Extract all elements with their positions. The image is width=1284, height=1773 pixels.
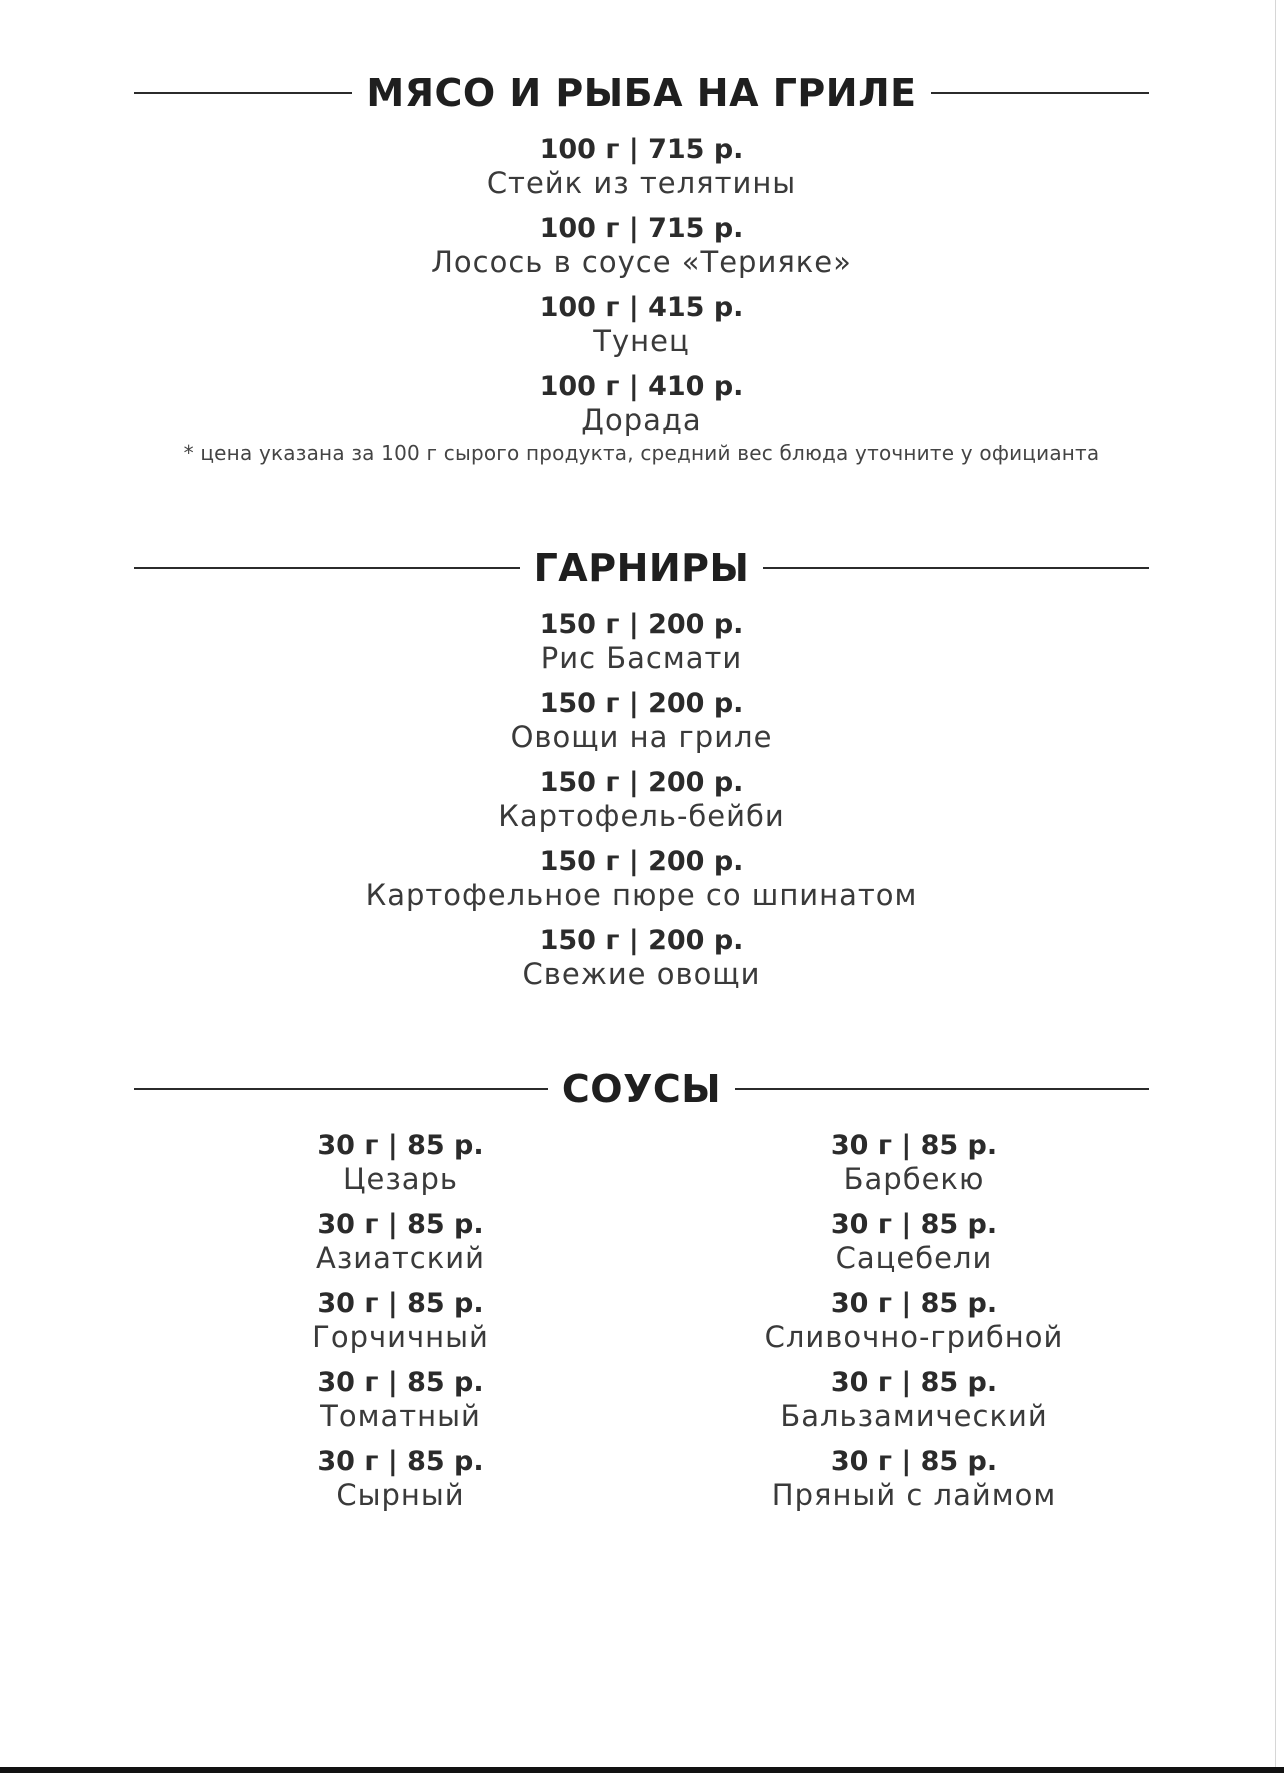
item-name: Овощи на гриле	[510, 720, 773, 754]
menu-item	[134, 688, 1149, 754]
section-sauces	[134, 1066, 1149, 1525]
menu-item	[134, 609, 1149, 675]
section-grill	[134, 70, 1149, 465]
menu-items	[134, 609, 1149, 991]
section-header	[134, 545, 1149, 591]
item-price: 30 г | 85 р.	[830, 1367, 998, 1398]
menu-item	[128, 1446, 673, 1512]
item-name: Лосось в соусе «Терияке»	[431, 245, 852, 279]
item-name: Стейк из телятины	[486, 166, 797, 200]
item-price: 100 г | 415 р.	[539, 292, 744, 323]
item-name: Бальзамический	[780, 1399, 1048, 1433]
section-garnish	[134, 545, 1149, 1004]
header-rule-right	[763, 567, 1149, 569]
item-name: Азиатский	[316, 1241, 485, 1275]
menu-item	[134, 213, 1149, 279]
item-price: 30 г | 85 р.	[830, 1130, 998, 1161]
section-title: МЯСО И РЫБА НА ГРИЛЕ	[366, 71, 917, 115]
section-title: ГАРНИРЫ	[533, 546, 750, 590]
menu-item	[134, 925, 1149, 991]
menu-items	[134, 134, 1149, 437]
item-price: 30 г | 85 р.	[830, 1209, 998, 1240]
item-price: 30 г | 85 р.	[317, 1209, 484, 1240]
item-price: 100 г | 410 р.	[539, 371, 744, 402]
menu-item	[134, 134, 1149, 200]
item-name: Сливочно-грибной	[764, 1320, 1064, 1354]
header-rule-right	[735, 1088, 1149, 1090]
menu-item	[134, 846, 1149, 912]
section-header	[134, 1066, 1149, 1112]
item-name: Барбекю	[843, 1162, 985, 1196]
menu-item	[679, 1130, 1149, 1196]
item-price: 150 г | 200 р.	[539, 609, 744, 640]
menu-item	[128, 1130, 673, 1196]
item-price: 150 г | 200 р.	[539, 767, 744, 798]
bottom-edge-bar	[0, 1767, 1284, 1773]
item-name: Томатный	[320, 1399, 481, 1433]
menu-item	[128, 1209, 673, 1275]
item-price: 30 г | 85 р.	[317, 1367, 484, 1398]
item-name: Цезарь	[342, 1162, 459, 1196]
sauce-column-left	[128, 1130, 673, 1525]
item-price: 150 г | 200 р.	[539, 688, 744, 719]
menu-item	[679, 1446, 1149, 1512]
menu-item	[679, 1288, 1149, 1354]
menu-item	[134, 767, 1149, 833]
menu-item	[128, 1367, 673, 1433]
item-name: Рис Басмати	[540, 641, 743, 675]
header-rule-left	[134, 1088, 548, 1090]
header-rule-left	[134, 567, 520, 569]
item-name: Картофель-бейби	[498, 799, 785, 833]
item-name: Сырный	[336, 1478, 465, 1512]
menu-item	[128, 1288, 673, 1354]
item-price: 100 г | 715 р.	[539, 134, 744, 165]
menu-item	[134, 292, 1149, 358]
menu-item	[679, 1209, 1149, 1275]
section-title: СОУСЫ	[561, 1067, 722, 1111]
item-price: 150 г | 200 р.	[539, 846, 744, 877]
item-price: 30 г | 85 р.	[317, 1130, 484, 1161]
item-price: 100 г | 715 р.	[539, 213, 744, 244]
item-name: Тунец	[593, 324, 690, 358]
item-price: 30 г | 85 р.	[830, 1288, 998, 1319]
item-price: 150 г | 200 р.	[539, 925, 744, 956]
item-name: Картофельное пюре со шпинатом	[365, 878, 918, 912]
item-name: Свежие овощи	[522, 957, 761, 991]
item-price: 30 г | 85 р.	[317, 1446, 484, 1477]
item-name: Пряный с лаймом	[771, 1478, 1057, 1512]
item-name: Сацебели	[835, 1241, 993, 1275]
menu-item	[679, 1367, 1149, 1433]
item-price: 30 г | 85 р.	[317, 1288, 484, 1319]
sauce-column-right	[679, 1130, 1149, 1525]
item-name: Дорада	[581, 403, 702, 437]
item-name: Горчичный	[312, 1320, 489, 1354]
header-rule-left	[134, 92, 352, 94]
section-header	[134, 70, 1149, 116]
menu-item	[134, 371, 1149, 437]
price-note: * цена указана за 100 г сырого продукта, средний вес блюда уточните у официанта	[183, 441, 1100, 465]
sauce-columns	[134, 1130, 1149, 1525]
item-price: 30 г | 85 р.	[830, 1446, 998, 1477]
header-rule-right	[931, 92, 1149, 94]
